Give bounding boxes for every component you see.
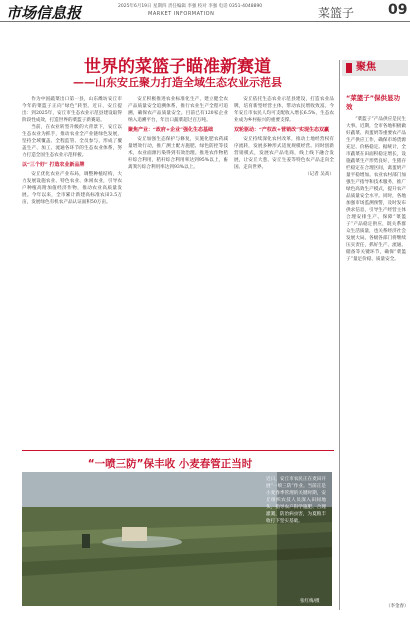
sidebar-title: “菜篮子”保供显功效 — [346, 94, 401, 111]
article-intro: 作为中国蔬菜出口第一县，山东潍坊安丘市今年的菜篮子正向“绿色”转型。近日，安丘提出：到2025年，安丘市生态农业示范县建设取得阶段性成效，打造世界的菜篮子新赛道。 — [22, 97, 122, 123]
article-column-3 — [234, 96, 334, 448]
article-paragraph: 安丘加强生态保护与修复，实施化肥农药减量增效行动，推广测土配方施肥、绿色防控等技术，农业面源污染得到有效治理。推进农作物秸秆综合利用，秸秆综合利用率达到95%以上，畜禽粪污综合利用率达到93%以上。 — [128, 136, 228, 170]
column-divider — [339, 60, 340, 610]
article-title: 世界的菜篮子瞄准新赛道 — [84, 57, 271, 77]
section-name: 菜篮子 — [318, 6, 355, 20]
sidebar-body — [346, 116, 406, 592]
article-paragraph: 安丘优化农业产业布局，调整种植结构，大力发展设施农业、特色农业、休闲农业，引导农户种植高附加值经济作物，推动农业高质量发展。今年以来，全市累计新建高标准农田3.5万亩，发展绿色有机农产品认证面积50万亩。 — [22, 171, 122, 205]
photo-caption: 近日，安丘市农民正在麦田开展“一喷三防”作业。当前正是小麦春季管理的关键时期，安丘组织农技人员深入田间地头，指导农户科学施肥、合理灌溉，防治病虫害，为夏粮丰收打下坚实基础。 — [266, 477, 326, 524]
article-column-1 — [22, 96, 122, 448]
section-heading: 双轮驱动：“产权改+营销改”实现生态双赢 — [234, 127, 329, 133]
article-paragraph: 安丘持续深化农村改革，推动土地经营权有序流转，发展多种形式适度规模经营。同时创新营销模式，发展农产品电商，线上线下融合发展，让安丘大葱、安丘生姜等特色农产品走向全国、走向世界。 — [234, 136, 334, 170]
sidebar-label: 聚焦 — [342, 60, 408, 76]
sidebar-paragraph: “菜篮子”产品供应是民生大事。近期，全市各地积极做好蔬菜、肉蛋奶等重要农产品生产供应工作，确保市场货源充足、价格稳定。据统计，全市蔬菜在田面积稳定增长，设施蔬菜生产形势良好，生猪存栏稳定在合理区间，禽蛋奶产量平稳增加。农业农村部门加强生产指导和技术服务，推广绿色高效生产模式，提升农产品质量安全水平。同时，各地加强市场监测预警，及时发布供求信息，引导生产经营主体合理安排生产。保障“菜篮子”产品稳定供应，既关系群众生活质量，也关系经济社会发展大局。各级各部门将继续压实责任，抓好生产、流通、储备等关键环节，确保“菜篮子”量足价稳、质量安全。 — [346, 117, 406, 262]
divider — [22, 450, 334, 451]
newspaper-logo: 市场信息报 — [6, 4, 82, 22]
article-byline: （记者 吴高） — [304, 171, 334, 177]
sidebar-author: （李金春） — [386, 604, 409, 609]
page-header — [0, 0, 410, 22]
article-paragraph: 安丘积极推进农业标准化生产，建立健全农产品质量安全追溯体系，推行农业生产全程可追溯，确保农产品质量安全。目前已有120家企业纳入追溯平台，年出口蔬菜超过百万吨。 — [128, 97, 228, 123]
article-paragraph: 安丘依托生态农业示范县建设，打造农业品牌，培育新型经营主体，带动农民增收致富。今年安丘市农民人均可支配收入增长6.5%，生态农业成为乡村振兴的重要支撑。 — [234, 97, 334, 123]
photo-headline: “一喷三防”保丰收 小麦春管正当时 — [87, 458, 253, 470]
article-column-2 — [128, 96, 228, 448]
page-number: 09 — [388, 2, 408, 18]
section-heading: 聚焦产业：“政府+企业”强化生态基础 — [128, 127, 213, 133]
section-heading: 以“三个好” 打造农业新品牌 — [22, 162, 85, 168]
header-meta: 2025年6月19日 星期四 责任编辑 李强 校对 李强 电话 0351-4048890 — [118, 4, 263, 9]
photo-credit: 张红梅/摄 — [300, 599, 320, 604]
article-paragraph: 当前，在农业转型升级的大背景下，安丘以生态农业为抓手，推动农业全产业链绿色发展，坚持全域覆盖、全程监管、全员参与，形成了覆盖生产、加工、流通各环节的生态农业体系，努力打造全国生态农业示范样板。 — [22, 125, 122, 158]
article-subtitle: ——山东安丘聚力打造全域生态农业示范县 — [73, 76, 282, 89]
header-english: MARKET INFORMATION — [148, 11, 215, 17]
